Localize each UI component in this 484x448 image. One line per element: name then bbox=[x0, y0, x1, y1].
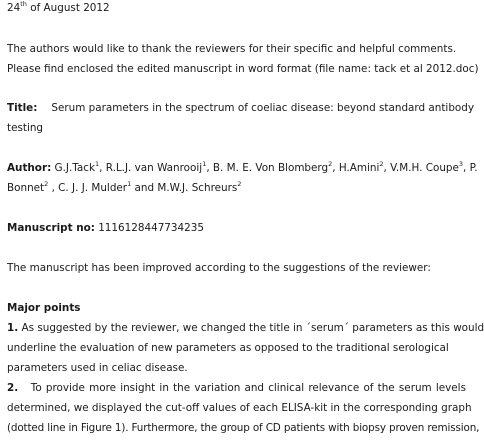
date-suffix: th bbox=[20, 0, 27, 8]
manuscript-number bbox=[7, 222, 204, 235]
letter-date bbox=[7, 2, 110, 15]
point-2-line-2: determined, we displayed the cut-off values of each ELISA-kit in the corresponding graph bbox=[7, 402, 472, 414]
author-name: , R.L.J. van Wanrooij bbox=[99, 162, 203, 174]
title-text-1: Serum parameters in the spectrum of coeliac disease: beyond standard antibody bbox=[51, 102, 475, 114]
author-name: , C. J. J. Mulder bbox=[48, 182, 128, 194]
author-name: , B. M. E. Von Blomberg bbox=[206, 162, 329, 174]
point-1-text-1: As suggested by the reviewer, we changed the title in ´serum´ parameters as this would bbox=[18, 322, 484, 334]
affiliation-mark: 2 bbox=[328, 159, 333, 168]
thanks-line-1: The authors would like to thank the reviewers for their specific and helpful comments. bbox=[7, 43, 457, 55]
author-line-2 bbox=[7, 179, 242, 195]
manuscript-value: 1116128447734235 bbox=[94, 222, 204, 234]
affiliation-mark: 2 bbox=[237, 179, 242, 188]
point-2-line-3: (dotted line in Figure 1). Furthermore, the group of CD patients with biopsy proven remission, bbox=[7, 422, 480, 434]
point-1-line-2: underline the evaluation of new parameters as opposed to the traditional serological bbox=[7, 342, 449, 354]
author-name: , P. bbox=[463, 162, 478, 174]
affiliation-mark: 1 bbox=[127, 179, 132, 188]
affiliation-mark: 3 bbox=[458, 159, 464, 168]
author-label: Author: bbox=[7, 162, 52, 174]
affiliation-mark: 2 bbox=[44, 179, 49, 188]
point-1-line-3: parameters used in celiac disease. bbox=[7, 362, 188, 374]
author-name: G.J.Tack bbox=[54, 162, 95, 174]
point-1-line-1 bbox=[7, 322, 484, 335]
date-day: 24 bbox=[7, 2, 21, 14]
author-name: , V.M.H. Coupe bbox=[383, 162, 459, 174]
date-rest: of August 2012 bbox=[26, 2, 110, 14]
author-line-1 bbox=[7, 159, 478, 175]
thanks-line-2: Please find enclosed the edited manuscript in word format (file name: tack et al 2012.doc) bbox=[7, 63, 479, 75]
author-name: , H.Amini bbox=[332, 162, 380, 174]
author-name: and M.W.J. Schreurs bbox=[131, 182, 238, 194]
manuscript-label: Manuscript no: bbox=[7, 222, 95, 234]
improved-statement: The manuscript has been improved according to the suggestions of the reviewer: bbox=[7, 262, 431, 274]
affiliation-mark: 2 bbox=[379, 159, 384, 168]
title-label: Title: bbox=[7, 102, 38, 114]
major-points-heading: Major points bbox=[7, 302, 81, 314]
point-2-line-1 bbox=[7, 382, 466, 395]
affiliation-mark: 1 bbox=[202, 159, 207, 168]
title-line bbox=[7, 102, 474, 115]
point-2-text-1: To provide more insight in the variation and clinical relevance of the serum levels bbox=[30, 382, 466, 394]
author-name: Bonnet bbox=[7, 182, 45, 194]
title-text-2: testing bbox=[7, 122, 44, 134]
affiliation-mark: 1 bbox=[95, 159, 100, 168]
point-2-number: 2. bbox=[7, 382, 19, 394]
point-1-number: 1. bbox=[7, 322, 19, 334]
